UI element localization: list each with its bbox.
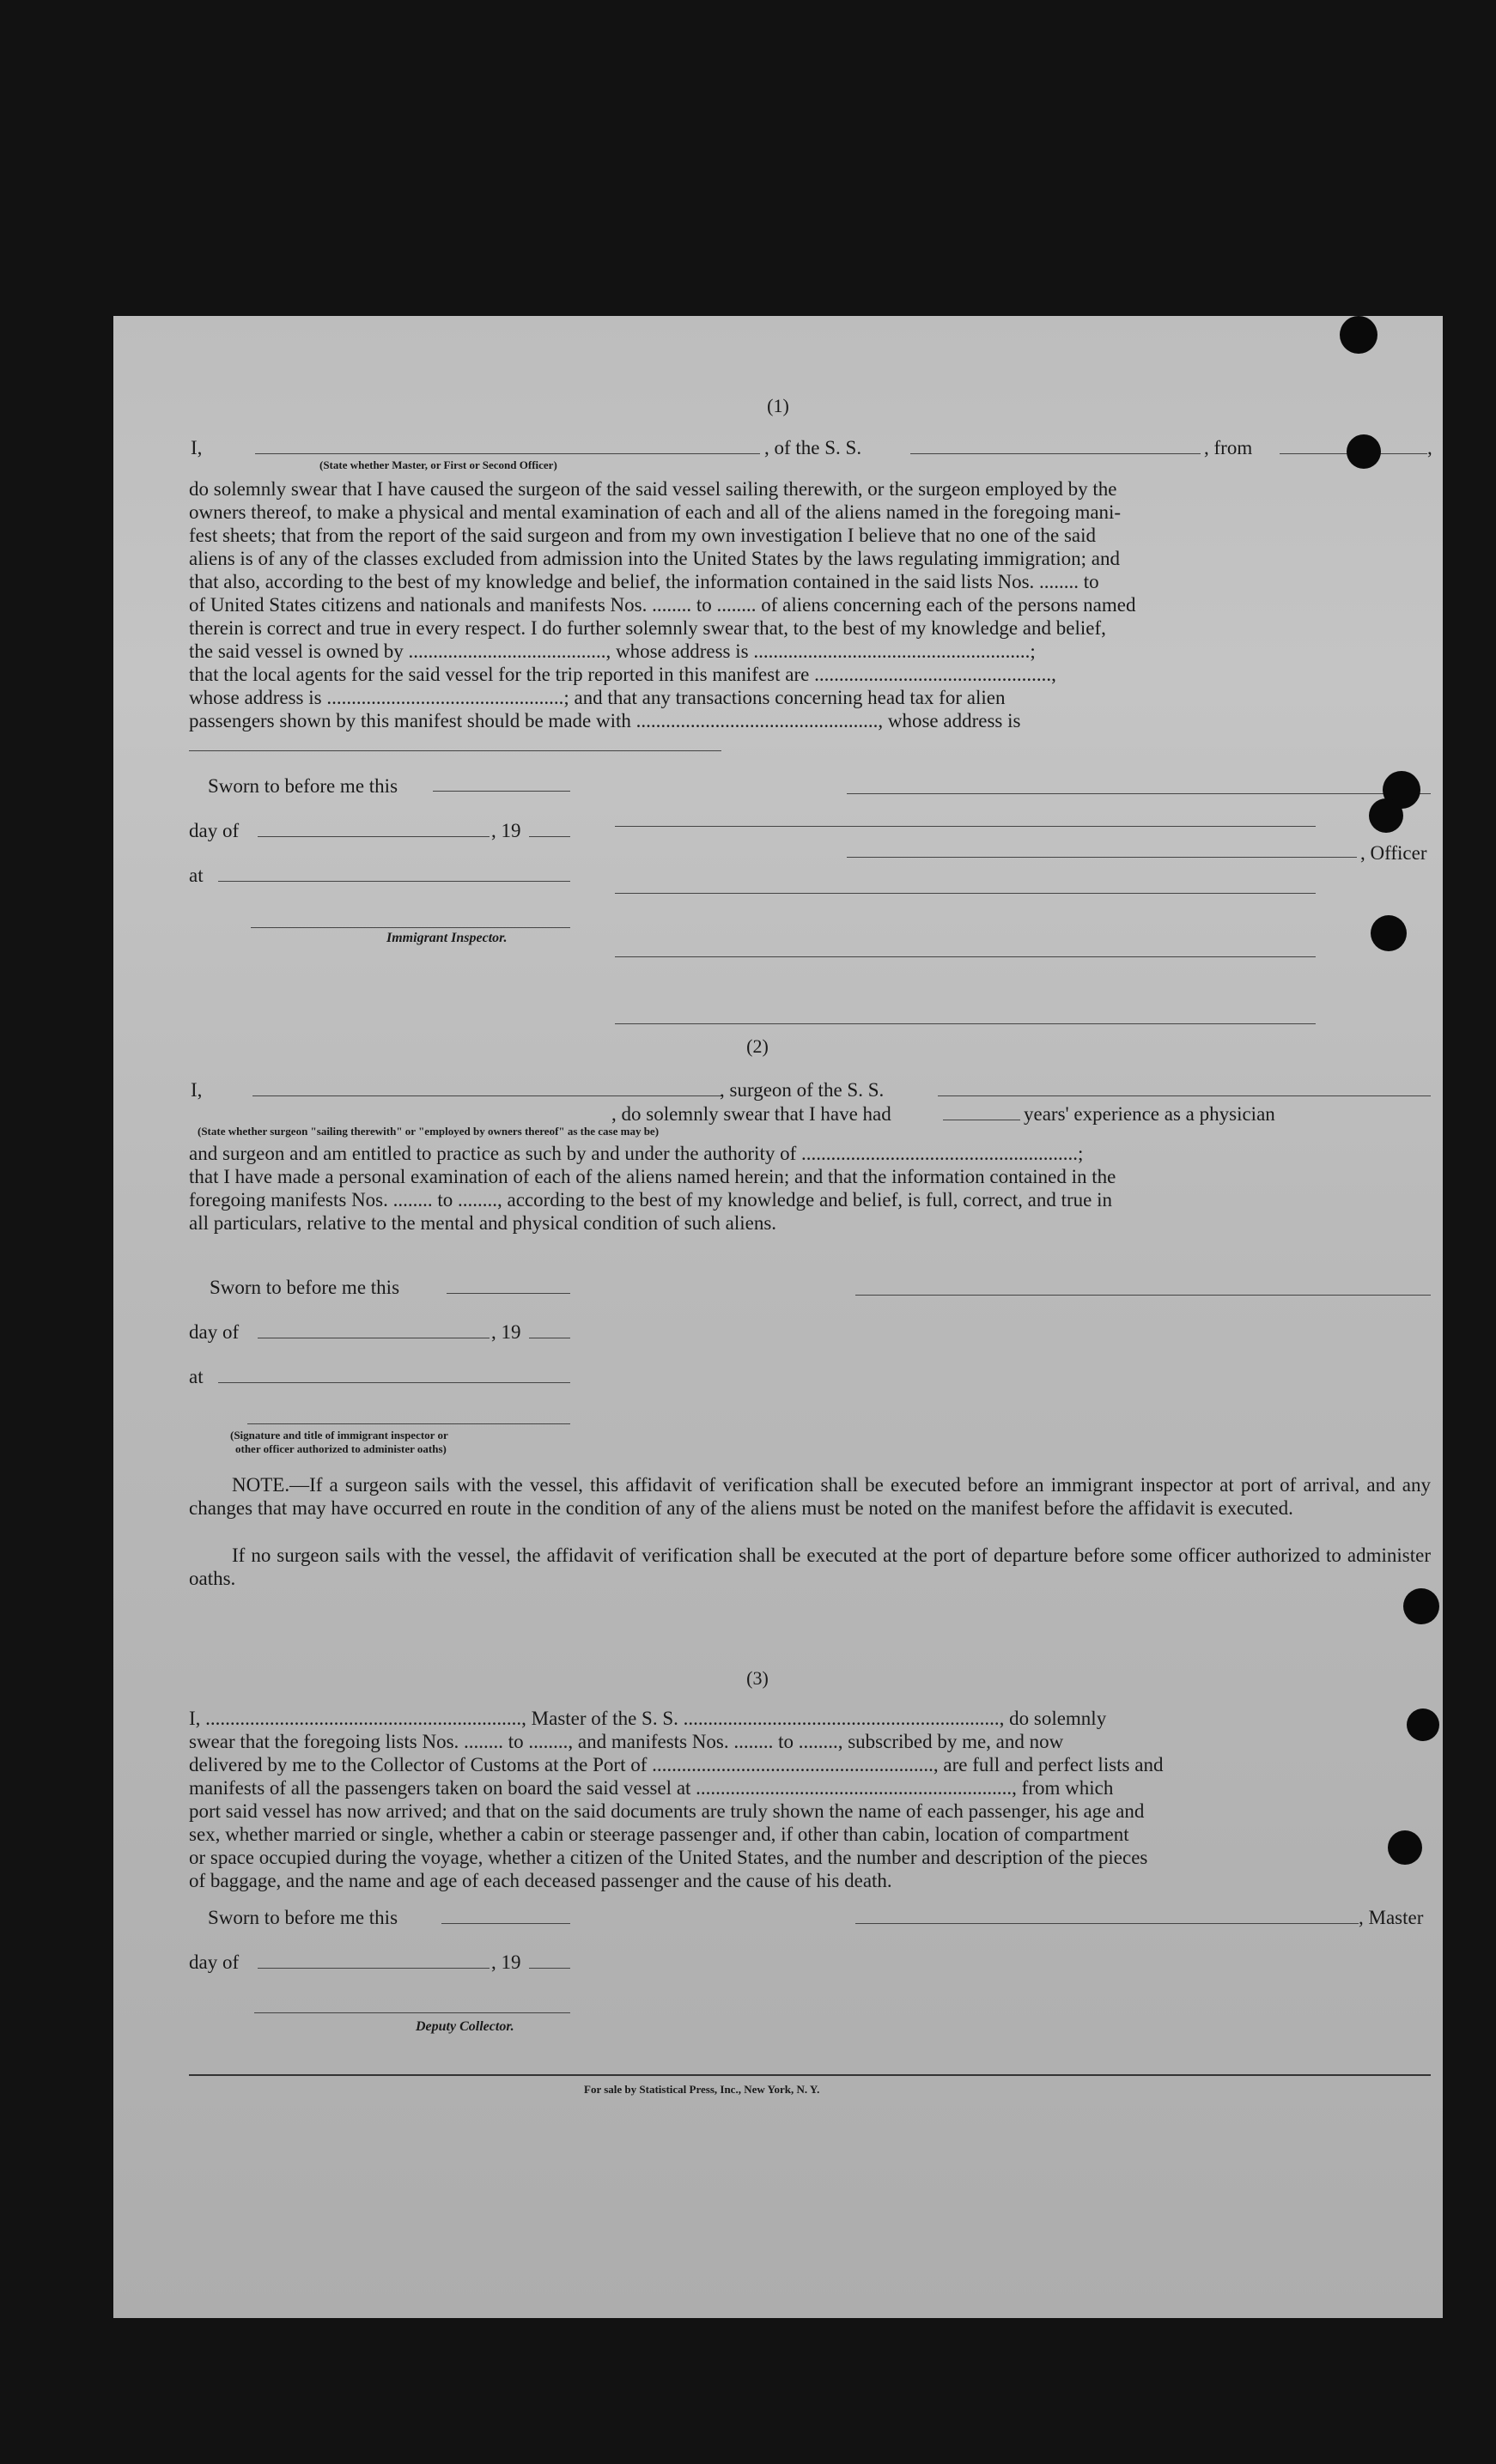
- s1-line-1: do solemnly swear that I have caused the surgeon of the said vessel sailing therewith, or the surgeon employed by the: [189, 478, 1117, 500]
- s3-line-1: I, ................................................................, Master of the S. S. ................................................................, do solemnly: [189, 1708, 1107, 1729]
- punch-hole: [1371, 915, 1407, 951]
- s2-vessel-line: [938, 1095, 1431, 1096]
- s1-line-11: passengers shown by this manifest should be made with ................................................., whose address is: [189, 710, 1021, 731]
- punch-hole: [1340, 316, 1377, 354]
- section1-of-ss: , of the S. S.: [764, 437, 862, 458]
- s1-at-line: [218, 881, 570, 882]
- section2-sworn: Sworn to before me this: [210, 1277, 400, 1298]
- section2-sig-caption-2: other officer authorized to administer oaths): [235, 1442, 447, 1455]
- section2-year: , 19: [491, 1321, 521, 1343]
- footer-rule: [189, 2074, 1431, 2076]
- section1-from: , from: [1204, 437, 1253, 458]
- punch-hole: [1347, 434, 1381, 469]
- s1-right-line-3: [615, 893, 1316, 894]
- officer-signature-line: [847, 857, 1357, 858]
- section2-I: I,: [191, 1079, 203, 1101]
- s1-line-6: of United States citizens and nationals and manifests Nos. ........ to ........ of aliens concerning each of the persons named: [189, 594, 1136, 616]
- section1-paragraph: [189, 477, 1431, 732]
- s2-sworn-line: [447, 1293, 570, 1294]
- punch-hole: [1388, 1830, 1422, 1865]
- section2-paragraph: [189, 1142, 1431, 1235]
- punch-hole: [1407, 1708, 1439, 1741]
- s1-line-9: that the local agents for the said vessel for the trip reported in this manifest are ................................................,: [189, 664, 1056, 685]
- section2-sig-caption-1: (Signature and title of immigrant inspector or: [230, 1429, 448, 1441]
- s3-line-6: sex, whether married or single, whether a cabin or steerage passenger and, if other than cabin, location of compartment: [189, 1824, 1129, 1845]
- s1-line-2: owners thereof, to make a physical and mental examination of each and all of the aliens named in the foregoing mani-: [189, 501, 1122, 523]
- s1-right-line-4: [615, 956, 1316, 957]
- section1-day-of: day of: [189, 820, 240, 841]
- s3-day-line: [258, 1968, 490, 1969]
- section2-years: years' experience as a physician: [1024, 1103, 1275, 1125]
- s1-inspector-line: [251, 927, 570, 928]
- section1-at: at: [189, 865, 204, 886]
- s1-right-line-1: [847, 793, 1431, 794]
- master-signature-line: [855, 1923, 1359, 1924]
- s1-line-3: fest sheets; that from the report of the said surgeon and from my own investigation I believe that no one of the said: [189, 525, 1097, 546]
- s3-year-line: [529, 1968, 570, 1969]
- section2-note-1: NOTE.—If a surgeon sails with the vessel, this affidavit of verification shall be executed before an immigrant inspector at port of arrival, and any changes that may have occurred en route in the condition of any of the aliens must be noted on the manifest before the affidavit is executed.: [189, 1474, 1431, 1519]
- section2-number: (2): [746, 1035, 769, 1057]
- s1-year-line: [529, 836, 570, 837]
- s2-line-4: all particulars, relative to the mental and physical condition of such aliens.: [189, 1212, 777, 1234]
- s1-trailing-line: [189, 750, 721, 751]
- s1-line-10: whose address is ................................................; and that any transactions concerning head tax for alien: [189, 687, 1006, 708]
- section2-day-of: day of: [189, 1321, 240, 1343]
- section1-caption: (State whether Master, or First or Second Officer): [319, 458, 557, 471]
- s2-line-3: foregoing manifests Nos. ........ to ........, according to the best of my knowledge and belief, is full, correct, and true in: [189, 1189, 1112, 1211]
- section3-master: , Master: [1359, 1907, 1424, 1928]
- s3-line-5: port said vessel has now arrived; and that on the said documents are truly shown the name of each passenger, his age and: [189, 1800, 1145, 1822]
- s1-sworn-line: [433, 791, 570, 792]
- s3-line-2: swear that the foregoing lists Nos. ........ to ........, and manifests Nos. ........ to ........, subscribed by me, and now: [189, 1731, 1064, 1752]
- s1-line-4: aliens is of any of the classes excluded from admission into the United States by the laws regulating immigration; and: [189, 548, 1120, 569]
- section2-do-swear: , do solemnly swear that I have had: [611, 1103, 891, 1125]
- s1-right-line-2: [615, 826, 1316, 827]
- section3-year: , 19: [491, 1951, 521, 1973]
- punch-hole: [1403, 1588, 1439, 1624]
- section1-year: , 19: [491, 820, 521, 841]
- punch-hole: [1369, 798, 1403, 833]
- master-name-line: [255, 453, 760, 454]
- section1-number: (1): [767, 395, 789, 416]
- s2-line-2: that I have made a personal examination of each of the aliens named herein; and that the information contained in the: [189, 1166, 1116, 1187]
- s3-line-7: or space occupied during the voyage, whether a citizen of the United States, and the number and description of the pieces: [189, 1847, 1148, 1868]
- section3-number: (3): [746, 1667, 769, 1689]
- s1-day-line: [258, 836, 490, 837]
- section1-officer: , Officer: [1360, 842, 1427, 864]
- section2-caption: (State whether surgeon "sailing therewith" or "employed by owners thereof" as the case may be): [198, 1125, 660, 1138]
- section1-sworn: Sworn to before me this: [208, 775, 398, 797]
- section1-inspector: Immigrant Inspector.: [386, 931, 508, 945]
- s1-line-5: that also, according to the best of my knowledge and belief, the information contained in the said lists Nos. ........ to: [189, 571, 1099, 592]
- section3-day-of: day of: [189, 1951, 240, 1973]
- s2-signature-line: [247, 1423, 570, 1424]
- manifest-affidavit-page: [113, 316, 1443, 2318]
- section2-at: at: [189, 1366, 204, 1387]
- section3-sworn: Sworn to before me this: [208, 1907, 398, 1928]
- vessel-name-line: [910, 453, 1201, 454]
- s1-line-7: therein is correct and true in every respect. I do further solemnly swear that, to the best of my knowledge and belief,: [189, 617, 1106, 639]
- printer-footer: For sale by Statistical Press, Inc., New York, N. Y.: [584, 2083, 820, 2096]
- s2-line-1: and surgeon and am entitled to practice as such by and under the authority of ........................................................;: [189, 1143, 1084, 1164]
- s3-line-3: delivered by me to the Collector of Customs at the Port of ........................................................., are full and perfect lists and: [189, 1754, 1164, 1775]
- section1-comma: ,: [1427, 437, 1432, 458]
- section3-paragraph: [189, 1707, 1431, 1892]
- section1-I: I,: [191, 437, 203, 458]
- section2-surgeon-of: , surgeon of the S. S.: [720, 1079, 885, 1101]
- s2-right-line: [855, 1295, 1431, 1296]
- s3-line-4: manifests of all the passengers taken on board the said vessel at ................................................................, from which: [189, 1777, 1114, 1799]
- s3-line-8: of baggage, and the name and age of each deceased passenger and the cause of his death.: [189, 1870, 892, 1891]
- s1-line-8: the said vessel is owned by ........................................, whose address is ........................................................;: [189, 640, 1036, 662]
- s3-deputy-line: [254, 2012, 570, 2013]
- section2-note-2: If no surgeon sails with the vessel, the affidavit of verification shall be executed at the port of departure before some officer authorized to administer oaths.: [189, 1545, 1431, 1589]
- s2-at-line: [218, 1382, 570, 1383]
- surgeon-name-line: [252, 1095, 723, 1096]
- s3-sworn-line: [441, 1923, 570, 1924]
- section3-deputy: Deputy Collector.: [416, 2019, 514, 2034]
- s1-right-line-5: [615, 1023, 1316, 1024]
